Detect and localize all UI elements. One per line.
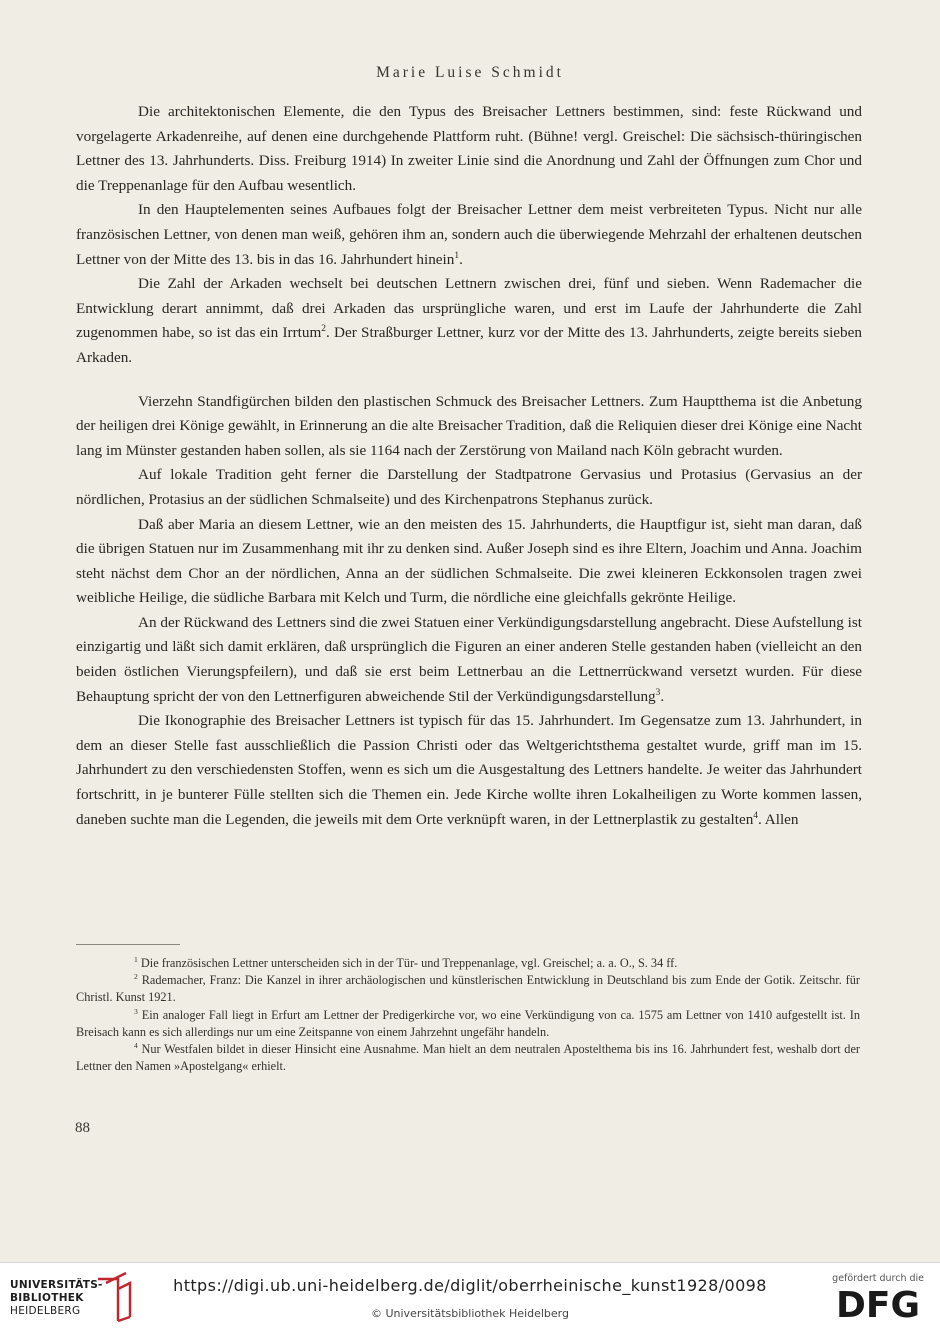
dfg-logo-text: DFG: [835, 1285, 921, 1323]
footnote-marker: 3: [655, 687, 661, 698]
footnotes: [76, 955, 860, 1075]
footnote-marker: 4: [753, 810, 758, 821]
footnote: $^2$ Rademacher, Franz: Die Kanzel in ihrer archäologischen und künstlerischen Entwicklung in Deutschland bis zum Ende der Gotik. Zeitschr. für Christl. Kunst 1921.: [76, 972, 860, 1005]
page-number: 88: [75, 1120, 90, 1136]
library-name[interactable]: UNIVERSITÄTS- BIBLIOTHEK HEIDELBERG: [10, 1279, 103, 1317]
paragraph: Vierzehn Standfigürchen bilden den plastischen Schmuck des Breisacher Lettners. Zum Hauptthema ist die Anbetung der heiligen drei Könige gewählt, in Erinnerung an die alte Breisacher Tradition, daß die Reliquien dieser drei Könige eine Nacht lang im Münster gestanden haben sollen, als sie 1164 nach der Zerstörung von Mailand nach Köln gebracht wurden.: [76, 392, 862, 459]
paragraph: An der Rückwand des Lettners sind die zwei Statuen einer Verkündigungsdarstellung angebracht. Diese Aufstellung ist einzigartig und läßt sich damit erklären, daß ursprünglich die Figuren an einer anderen Stelle gestanden haben (vielleicht an den beiden östlichen Vierungspfeilern), und daß sie erst beim Lettnerbau an die Lettnerrückwand versetzt wurden. Für diese Behauptung spricht der von den Lettnerfiguren abweichende Stil der Verkündigungsdarstellung$^3$.: [76, 613, 862, 705]
paragraph: Die Zahl der Arkaden wechselt bei deutschen Lettnern zwischen drei, fünf und sieben. Wenn Rademacher die Entwicklung derart annimmt, daß drei Arkaden das ursprüngliche waren, und erst im Laufe der Jahrhunderte die Zahl zugenommen habe, so ist das ein Irrtum$^2$. Der Straßburger Lettner, kurz vor der Mitte des 13. Jahrhunderts, zeigte bereits sieben Arkaden.: [76, 275, 862, 366]
viewer-footer: [0, 1262, 940, 1331]
footnote-marker: 2: [321, 324, 326, 335]
permalink-url[interactable]: https://digi.ub.uni-heidelberg.de/diglit/oberrheinische_kunst1928/0098: [173, 1276, 767, 1295]
footnote: $^1$ Die französischen Lettner unterscheiden sich in der Tür- und Treppenanlage, vgl. Greischel; a. a. O., S. 34 ff.: [134, 954, 678, 970]
paragraph: Die Ikonographie des Breisacher Lettners ist typisch für das 15. Jahrhundert. Im Gegensatze zum 13. Jahrhundert, in dem an dieser Stelle fast ausschließlich die Passion Christi oder das Weltgerichtsthema gestaltet wurde, griff man im 15. Jahrhundert zu den verschiedensten Stoffen, wenn es sich um die Ausgestaltung des Lettners handelte. Je weiter das Jahrhundert fortschritt, in je bunterer Fülle stellten sich die Themen ein. Jede Kirche wollte ihren Lokalheiligen zu Worte kommen lassen, daneben suchte man die Legenden, die jeweils mit dem Orte verknüpft waren, in der Lettnerplastik zu gestalten$^4$. Allen: [76, 712, 862, 828]
footnote-divider: [76, 944, 180, 945]
running-head: Marie Luise Schmidt: [376, 64, 564, 81]
paragraph: Auf lokale Tradition geht ferner die Darstellung der Stadtpatrone Gervasius und Protasius (Gervasius an der nördlichen, Protasius an der südlichen Schmalseite) und des Kirchenpatrons Stephanus zurück.: [76, 466, 862, 508]
footnote: $^3$ Ein analoger Fall liegt in Erfurt am Lettner der Predigerkirche vor, wo eine Verkündigung von ca. 1575 am Lettner von 1410 aufgestellt ist. In Breisach kann es sich allerdings nur um eine Zeitspanne von einem Jahrzehnt ungefähr handeln.: [76, 1006, 860, 1039]
paragraph: Daß aber Maria an diesem Lettner, wie an den meisten des 15. Jahrhunderts, die Hauptfigur ist, sieht man daran, daß die übrigen Statuen nur im Zusammenhang mit ihr zu denken sind. Außer Joseph sind es ihre Eltern, Joachim und Anna. Joachim steht nächst dem Chor an der nördlichen, Anna an der südlichen Schmalseite. Die zwei kleineren Eckkonsolen tragen zwei weibliche Heilige, die südliche Barbara mit Kelch und Turm, die nördliche eine gleichfalls gekrönte Heilige.: [76, 515, 862, 607]
dfg-logo-icon[interactable]: [831, 1285, 925, 1323]
paragraph: In den Hauptelementen seines Aufbaues folgt der Breisacher Lettner dem meist verbreiteten Typus. Nicht nur alle französischen Lettner, von denen man weiß, gehören ihm an, sondern auch die überwiegende Mehrzahl der erhaltenen deutschen Lettner von der Mitte des 13. bis in das 16. Jahrhundert hinein$^1$.: [76, 201, 862, 268]
footnote-marker: 1: [454, 250, 460, 261]
footnote: $^4$ Nur Westfalen bildet in dieser Hinsicht eine Ausnahme. Man hielt an dem neutralen Apostelthema bis ins 16. Jahrhundert fest, weshalb dort der Lettner den Namen »Apostelgang« erhielt.: [76, 1040, 860, 1074]
body-text: [76, 100, 862, 832]
library-logo-icon[interactable]: [94, 1271, 134, 1325]
paragraph: Die architektonischen Elemente, die den Typus des Breisacher Lettners bestimmen, sind: feste Rückwand und vorgelagerte Arkadenreihe, auf denen eine durchgehende Plattform ruht. (Bühne! vergl. Greischel: Die sächsisch-thüringischen Lettner des 13. Jahrhunderts. Diss. Freiburg 1914) In zweiter Linie sind die Anordnung und Zahl der Öffnungen zum Chor und die Treppenanlage für den Aufbau wesentlich.: [76, 103, 862, 194]
funding-caption: gefördert durch die: [832, 1273, 924, 1284]
copyright-notice: © Universitätsbibliothek Heidelberg: [370, 1307, 569, 1320]
